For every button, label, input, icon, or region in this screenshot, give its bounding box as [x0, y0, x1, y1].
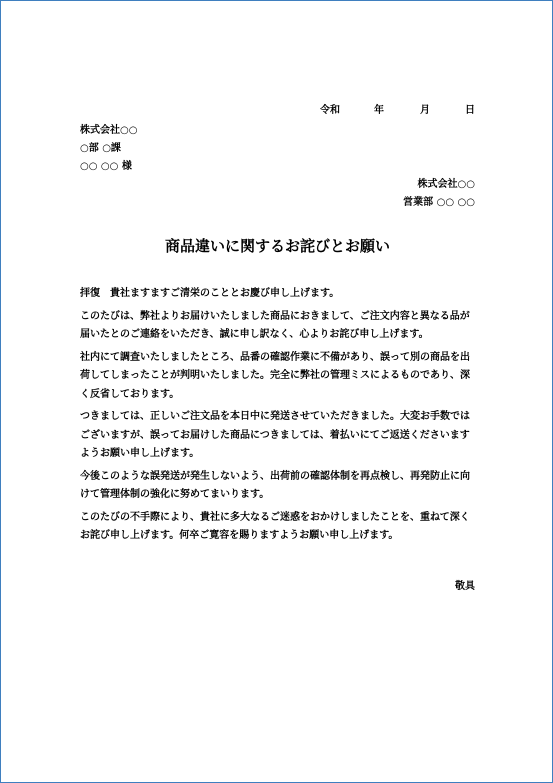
recipient-name: ○○ ○○ 様	[80, 161, 132, 172]
date-year-unit: 年	[374, 105, 384, 116]
paragraph-cause: 社内にて調査いたしましたところ、品番の確認作業に不備があり、誤って別の商品を出荷してしまったことが判明いたしました。完全に弊社の管理ミスによるものであり、深く反省しております。	[80, 351, 470, 400]
date-day-unit: 日	[465, 105, 475, 116]
paragraph-final-apology: このたびの不手際により、貴社に多大なるご迷惑をおかけしましたことを、重ねて深くお詫び申し上げます。何卒ご寛容を賜りますようお願い申し上げます。	[80, 511, 470, 541]
sender-block	[403, 176, 475, 212]
date-era: 令和	[320, 105, 340, 116]
recipient-block	[80, 122, 137, 176]
date-month-unit: 月	[420, 105, 430, 116]
recipient-company: 株式会社○○	[80, 125, 138, 136]
letter-title: 商品違いに関するお詫びとお願い	[164, 237, 390, 255]
paragraph-prevention: 今後このような誤発送が発生しないよう、出荷前の確認体制を再点検し、再発防止に向けて管理体制の強化に努めてまいります。	[80, 470, 470, 500]
sender-department: 営業部 ○○ ○○	[403, 197, 475, 208]
paragraph-remedy: つきましては、正しいご注文品を本日中に発送させていただきました。大変お手数ではございますが、誤ってお届けした商品につきましては、着払いにてご返送くださいますようお願い申し上げます。	[80, 411, 470, 459]
paragraph-greeting: 拝復 貴社ますますご清栄のこととお慶び申し上げます。	[80, 288, 340, 299]
paragraph-apology: このたびは、弊社よりお届けいたしました商品におきまして、ご注文内容と異なる品が届いたとのご連絡をいただき、誠に申し訳なく、心よりお詫び申し上げます。	[80, 310, 470, 340]
closing-word: 敬具	[455, 581, 475, 592]
date-line	[80, 101, 475, 115]
sender-company: 株式会社○○	[417, 179, 475, 190]
recipient-department: ○部 ○課	[80, 143, 121, 154]
letter-text	[80, 285, 475, 550]
